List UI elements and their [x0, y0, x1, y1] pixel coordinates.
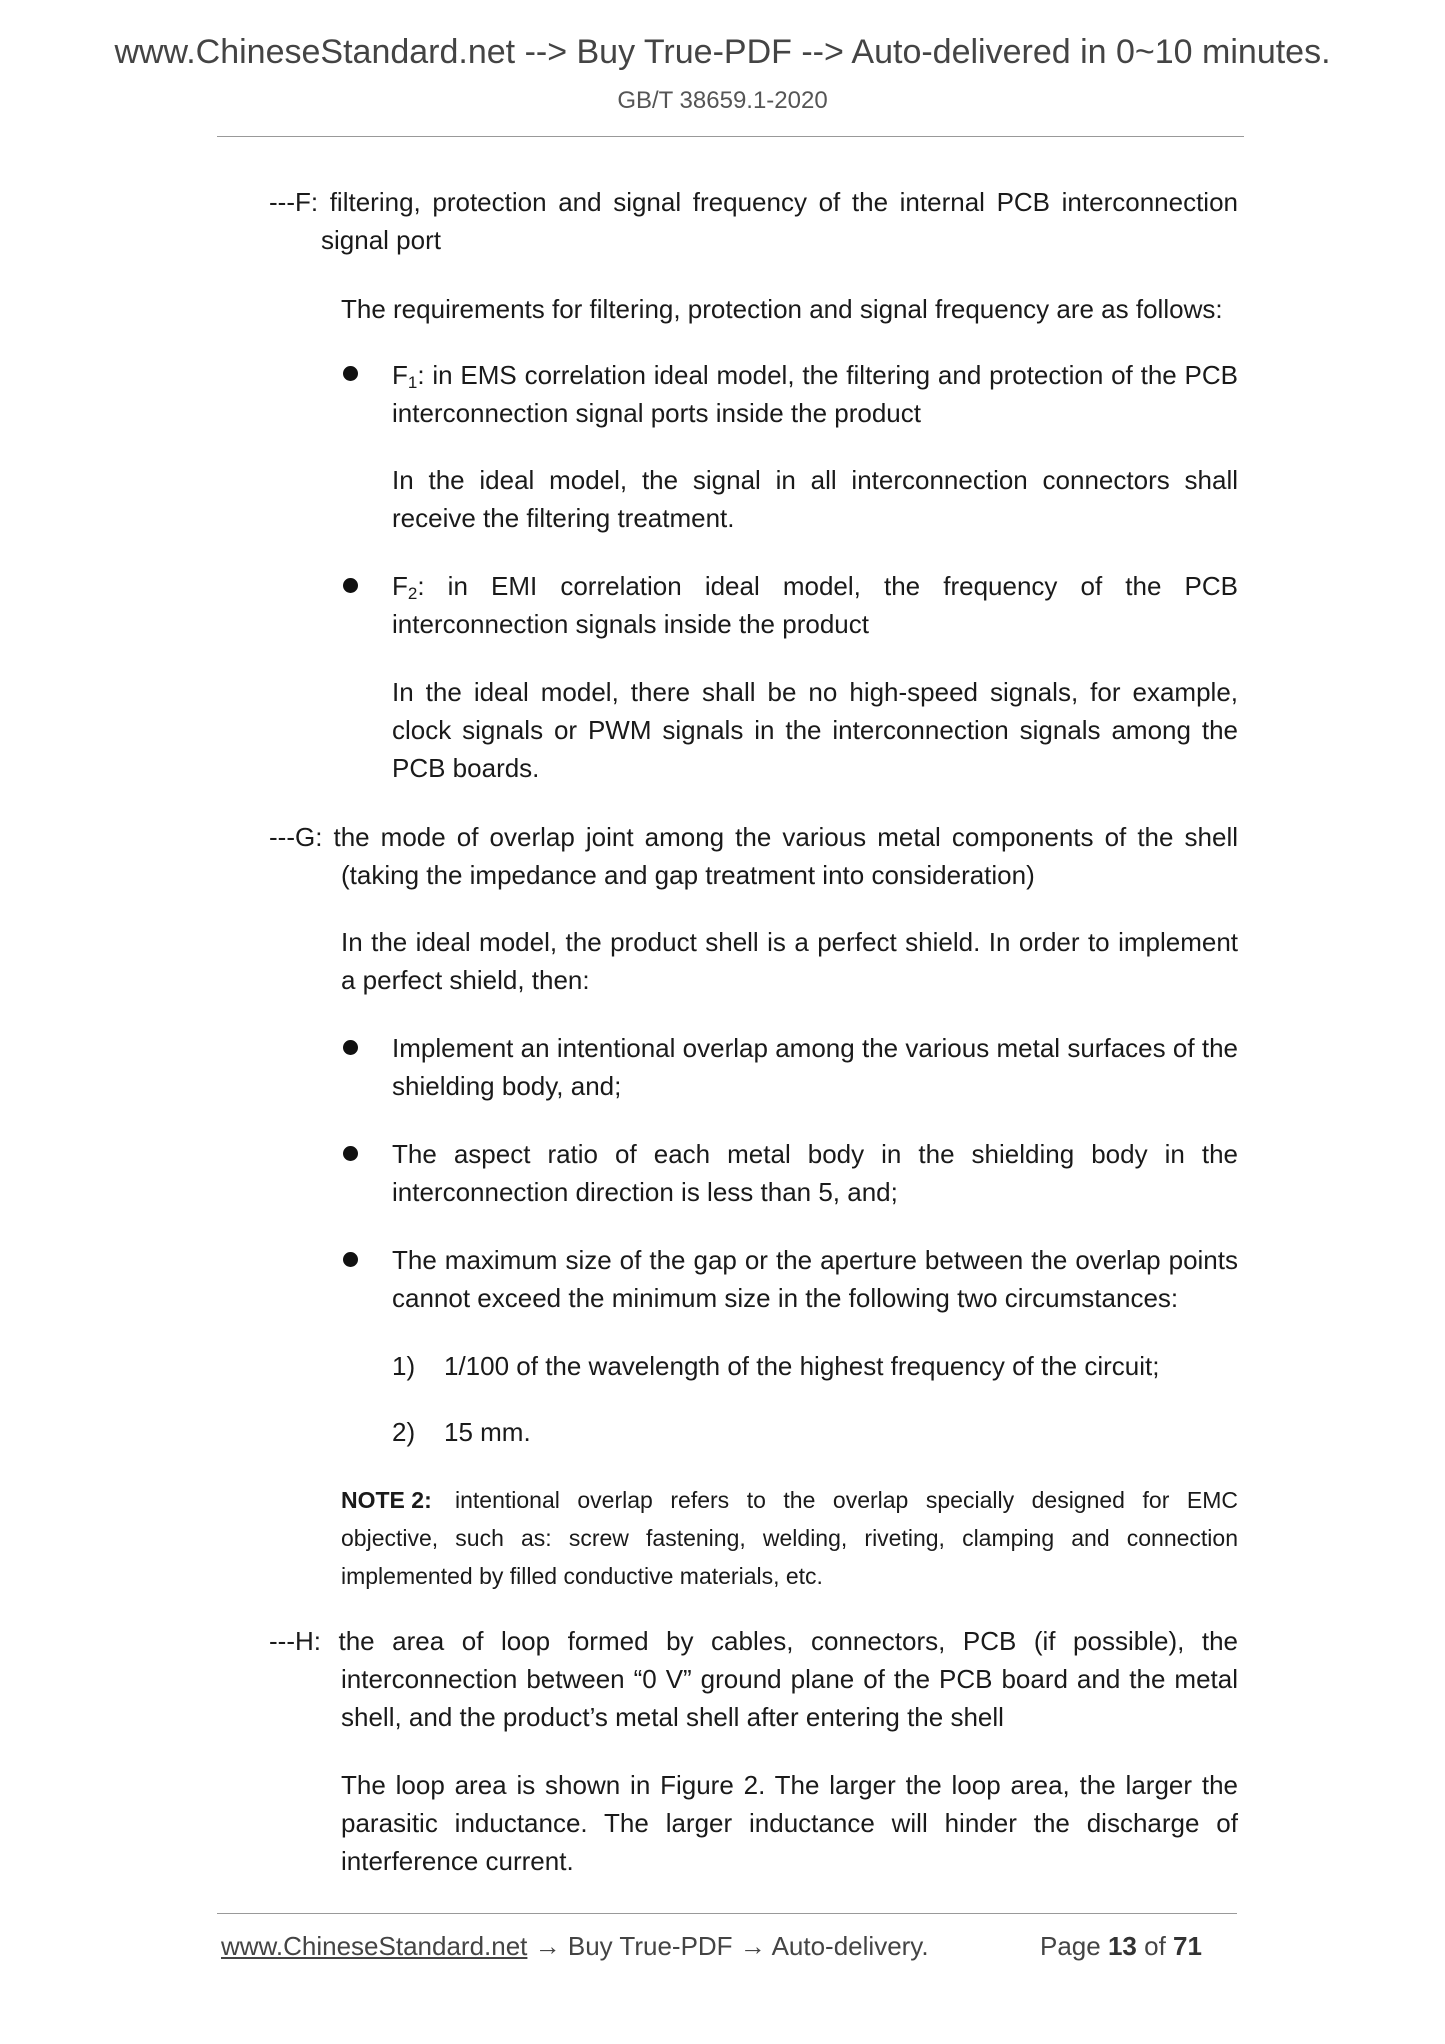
f2-text: : in EMI correlation ideal model, the frequency of the PCB interconnection signals inside the product	[392, 571, 1238, 639]
sublist-number: 1)	[392, 1351, 416, 1381]
f1-subscript: 1	[407, 373, 418, 392]
bullet-icon	[343, 578, 358, 593]
header-divider	[217, 136, 1244, 137]
page-current: 13	[1107, 1931, 1137, 1961]
bullet-icon	[343, 1146, 358, 1161]
f1-text: : in EMS correlation ideal model, the filtering and protection of the PCB interconnection signal ports inside the product	[392, 360, 1238, 428]
page-word: Page	[1040, 1931, 1101, 1961]
f1-item	[392, 356, 1238, 432]
footer-divider	[217, 1913, 1237, 1914]
f2-item	[392, 567, 1238, 643]
page-number	[1040, 1926, 1202, 1966]
site-banner: www.ChineseStandard.net --> Buy True-PDF --> Auto-delivered in 0~10 minutes.	[114, 33, 1331, 71]
item-f-heading: ---F: filtering, protection and signal frequency of the internal PCB interconnection signal port	[269, 187, 1238, 255]
page-total: 71	[1173, 1931, 1202, 1961]
f2-description: In the ideal model, there shall be no high-speed signals, for example, clock signals or PWM signals in the interconnection signals among the PCB boards.	[392, 677, 1238, 783]
item-h-heading: ---H: the area of loop formed by cables, connectors, PCB (if possible), the interconnection between “0 V” ground plane of the PCB board and the metal shell, and the product’s metal shell after entering the shell	[269, 1626, 1238, 1732]
sublist-number: 2)	[392, 1417, 416, 1447]
bullet-icon	[343, 1252, 358, 1267]
item-f-intro: The requirements for filtering, protection and signal frequency are as follows:	[341, 294, 1223, 324]
item-g-intro: In the ideal model, the product shell is a perfect shield. In order to implement a perfect shield, then:	[341, 927, 1238, 995]
sublist-text: 1/100 of the wavelength of the highest frequency of the circuit;	[444, 1351, 1160, 1381]
item-h-description: The loop area is shown in Figure 2. The larger the loop area, the larger the parasitic inductance. The larger inductance will hinder the discharge of interference current.	[341, 1770, 1238, 1876]
f2-letter: F	[392, 571, 408, 601]
footer-tagline: → Buy True-PDF → Auto-delivery.	[527, 1931, 929, 1961]
item-g-heading: ---G: the mode of overlap joint among the various metal components of the shell (taking the impedance and gap treatment into consideration)	[269, 822, 1238, 890]
standard-code: GB/T 38659.1-2020	[617, 87, 828, 114]
sublist-text: 15 mm.	[444, 1417, 531, 1447]
f1-letter: F	[392, 360, 408, 390]
note-label: NOTE 2:	[341, 1487, 432, 1513]
note-text	[341, 1481, 1238, 1595]
g-bullet-2: The aspect ratio of each metal body in the shielding body in the interconnection direction is less than 5, and;	[392, 1139, 1238, 1207]
note-body: intentional overlap refers to the overlap specially designed for EMC objective, such as: screw fastening, welding, riveting, clamping and connection implemented by filled conductive materials, etc.	[341, 1487, 1238, 1589]
bullet-icon	[343, 366, 358, 381]
footer-left	[221, 1926, 929, 1966]
footer-site-link[interactable]: www.ChineseStandard.net	[221, 1931, 528, 1961]
f1-description: In the ideal model, the signal in all interconnection connectors shall receive the filtering treatment.	[392, 465, 1238, 533]
page-of: of	[1144, 1931, 1166, 1961]
bullet-icon	[343, 1040, 358, 1055]
g-bullet-3: The maximum size of the gap or the aperture between the overlap points cannot exceed the minimum size in the following two circumstances:	[392, 1245, 1238, 1313]
f2-subscript: 2	[407, 584, 418, 603]
g-bullet-1: Implement an intentional overlap among the various metal surfaces of the shielding body, and;	[392, 1033, 1238, 1101]
